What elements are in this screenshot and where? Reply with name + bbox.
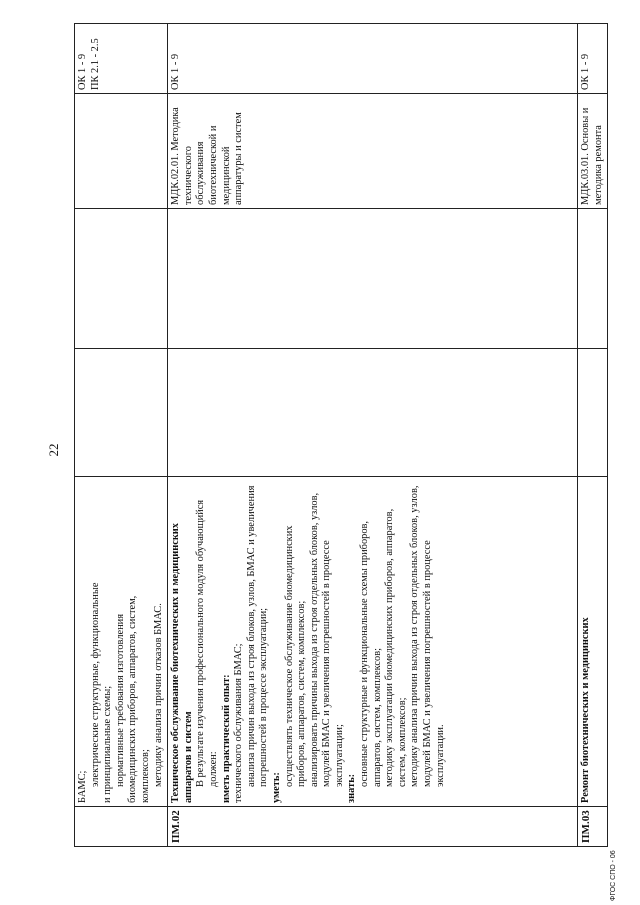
practice-line: технического обслуживания БМАС; [233, 643, 245, 803]
mdk-cell: МДК.03.01. Основы и методика ремонта [578, 94, 608, 209]
hours-cell [578, 349, 608, 477]
table-row [75, 24, 168, 847]
hours-cell [75, 349, 168, 477]
module-content-cell [75, 477, 168, 807]
table-row [578, 24, 608, 847]
curriculum-table [74, 23, 608, 847]
content-line: методику анализа причин отказов БМАС. [152, 603, 164, 787]
competences-cell: ОК 1 - 9 [578, 24, 608, 94]
page-number: 22 [46, 443, 61, 457]
knowledge-heading: знать: [346, 773, 358, 803]
module-code: ПМ.03 [578, 807, 608, 847]
module-title: Ремонт биотехнических и медицинских [580, 617, 592, 803]
content-line: электрические структурные, функциональные [89, 582, 101, 787]
content-line: комплексов; [139, 749, 151, 803]
module-code-cell [75, 807, 168, 847]
module-code: ПМ.02 [168, 807, 578, 847]
competences-cell: ОК 1 - 9 [168, 24, 578, 94]
table-row [168, 24, 578, 847]
hours-cell [168, 209, 578, 349]
competences-cell: ОК 1 - 9 ПК 2.1 - 2.5 [75, 24, 168, 94]
content-line: биомедицинских приборов, аппаратов, систем, [127, 595, 139, 803]
knowledge-line: методику эксплуатации биомедицинских приборов, аппаратов, систем, комплексов; [384, 508, 408, 787]
skills-line: осуществлять техническое обслуживание биомедицинских приборов, аппаратов, систем, комплексов; [283, 525, 308, 787]
module-title: Техническое обслуживание биотехнических и медицинских аппаратов и систем [170, 523, 194, 803]
skills-heading: уметь: [270, 772, 282, 803]
footer-mark: ФГОС СПО - 06 [610, 850, 617, 901]
module-intro: В результате изучения профессионального модуля обучающийся должен: [195, 499, 219, 787]
module-content-cell [168, 477, 578, 807]
content-line: нормативные требования изготовления [114, 613, 126, 787]
skills-line: анализировать причины выхода из строя отдельных блоков, узлов, модулей БМАС и увеличения погрешностей в процессе эксплуатации; [308, 492, 345, 787]
practice-heading: иметь практический опыт: [220, 674, 232, 803]
module-content-cell [578, 477, 608, 807]
practice-line: анализа причин выхода из строя блоков, узлов, БМАС и увеличения погрешностей в процессе эксплуатации; [245, 485, 270, 787]
content-line: БАМС; [77, 770, 88, 803]
content-line: и принципиальные схемы; [102, 685, 114, 803]
hours-cell [75, 209, 168, 349]
mdk-cell [75, 94, 168, 209]
hours-cell [578, 209, 608, 349]
knowledge-line: основные структурные и функциональные схемы приборов, аппаратов, систем, комплексов; [359, 520, 383, 787]
mdk-cell: МДК.02.01. Методика технического обслуживания биотехнической и медицинской аппаратуры и систем [168, 94, 578, 209]
hours-cell [168, 349, 578, 477]
knowledge-line: методику анализа причин выхода из строя отдельных блоков, узлов, модулей БМАС и увеличения погрешностей в процессе эксплуатации. [409, 485, 446, 787]
